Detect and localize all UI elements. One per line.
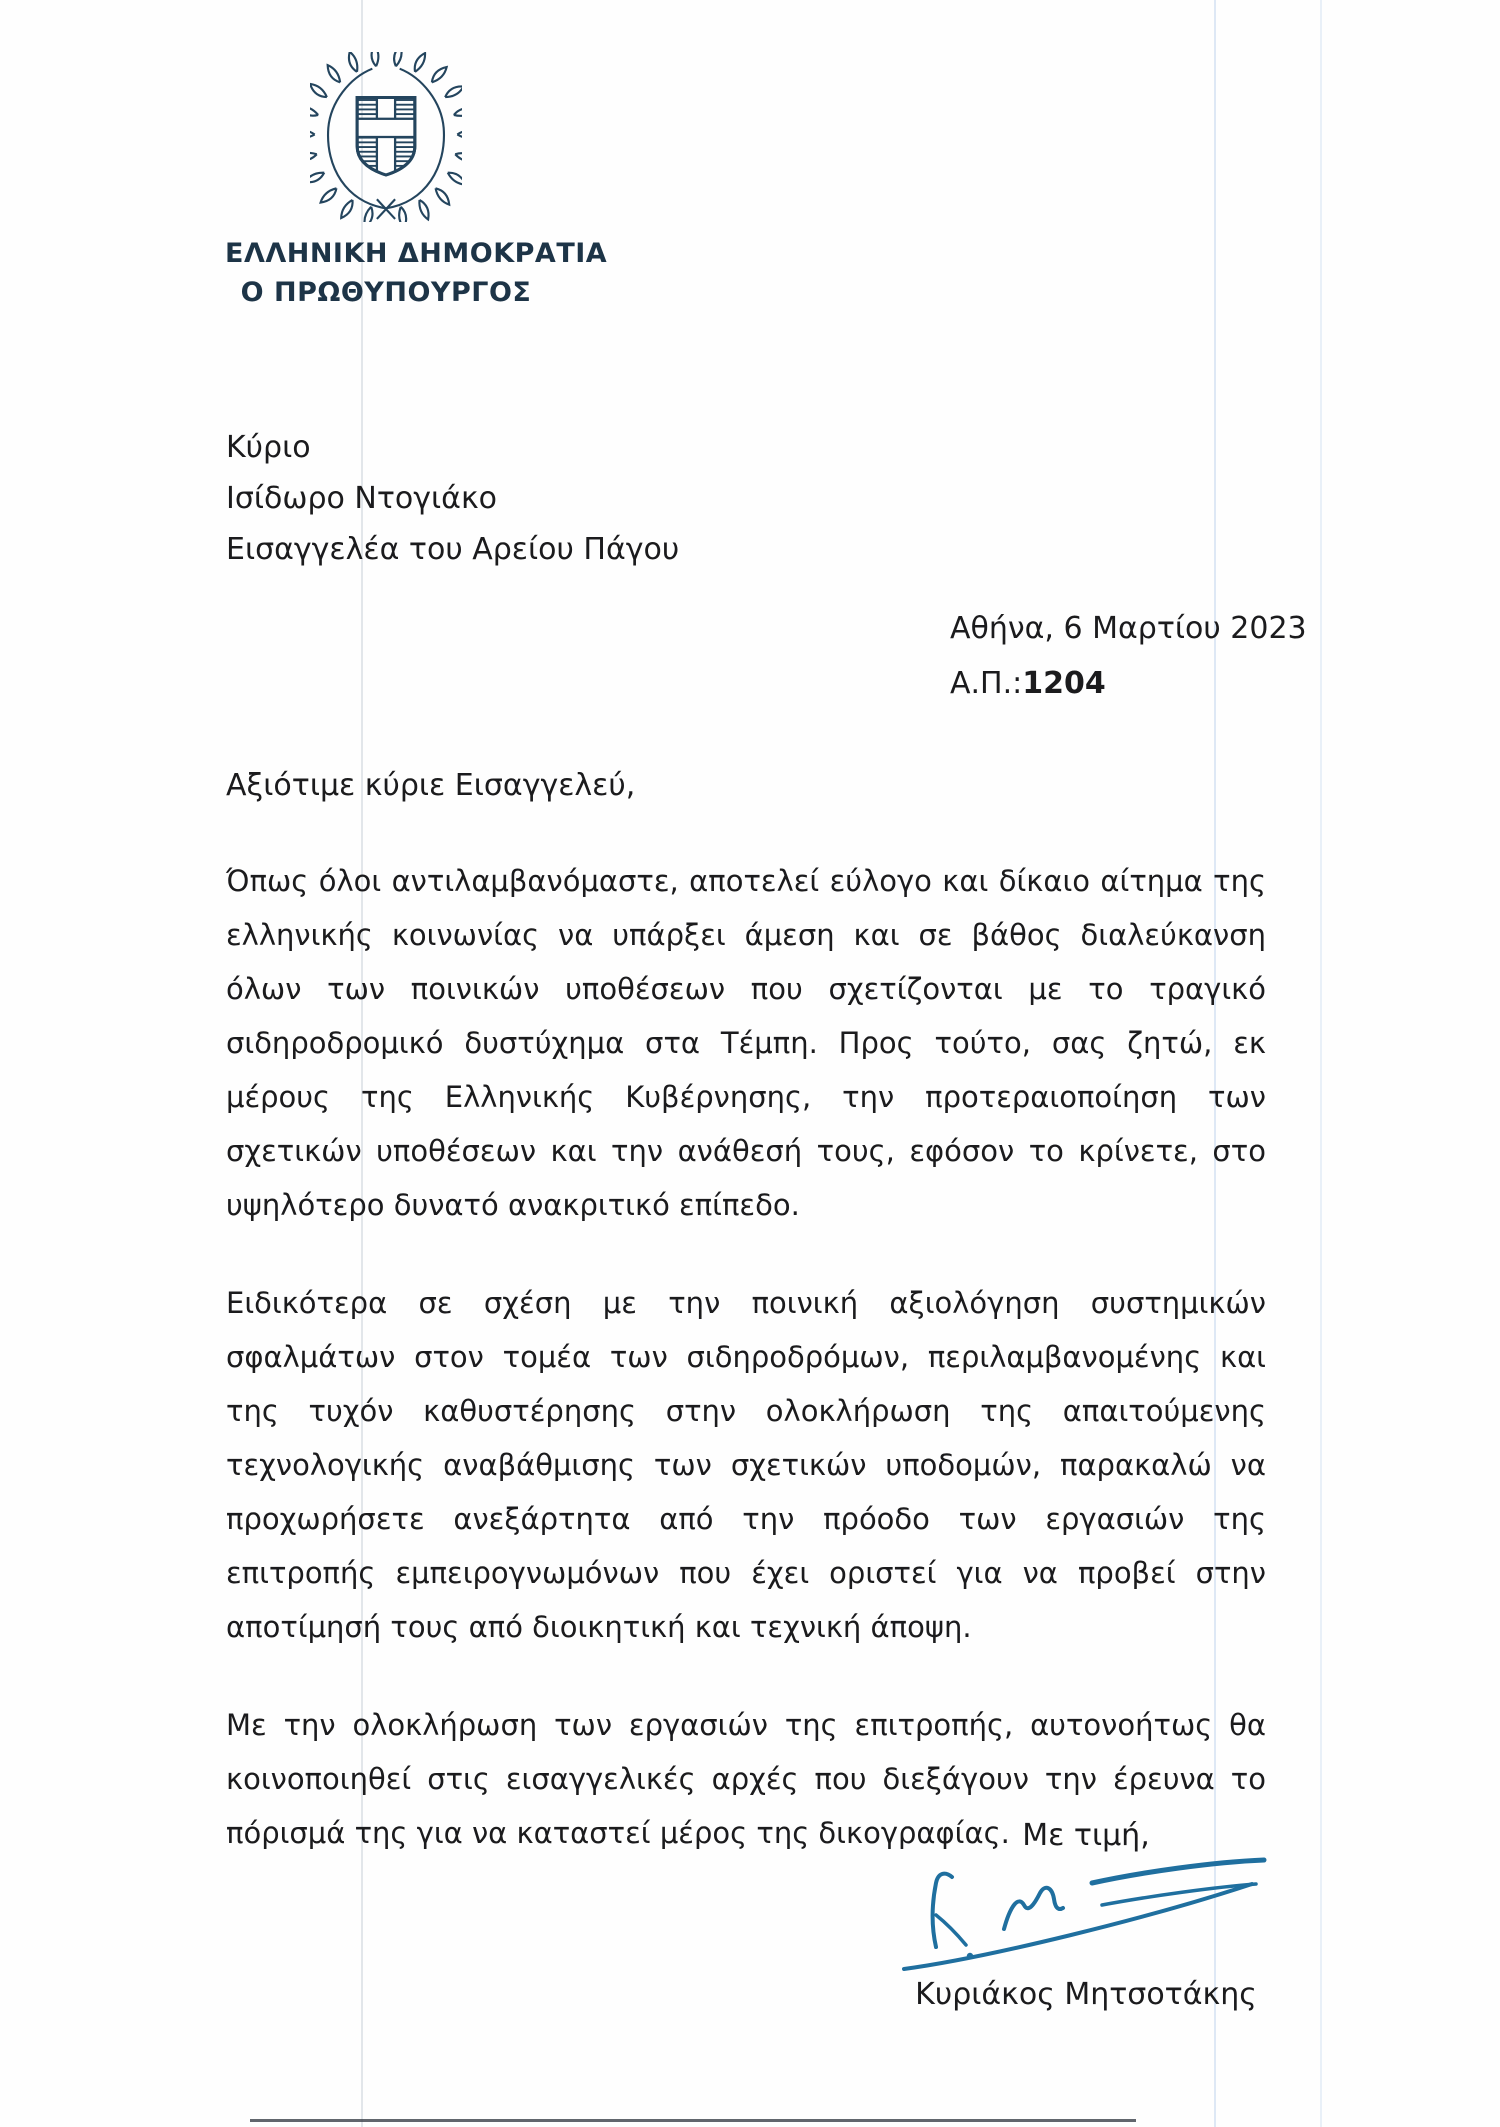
signature-image bbox=[896, 1857, 1276, 1975]
org-name: ΕΛΛΗΝΙΚΗ ΔΗΜΟΚΡΑΤΙΑ bbox=[225, 238, 608, 269]
office-title: Ο ΠΡΩΘΥΠΟΥΡΓΟΣ bbox=[240, 277, 532, 308]
letterhead bbox=[225, 52, 608, 308]
signer-name: Κυριάκος Μητσοτάκης bbox=[915, 1977, 1257, 2012]
salutation: Αξιότιμε κύριε Εισαγγελεύ, bbox=[226, 768, 636, 803]
recipient-line: Κύριο bbox=[226, 430, 311, 465]
protocol-label: Α.Π.: bbox=[950, 666, 1023, 701]
scan-artifact-bottom-edge bbox=[250, 2119, 1136, 2122]
scan-artifact-line bbox=[1320, 0, 1322, 2127]
meta-block bbox=[950, 601, 1307, 711]
recipient-line: Εισαγγελέα του Αρείου Πάγου bbox=[226, 532, 680, 567]
dateline: Αθήνα, 6 Μαρτίου 2023 bbox=[950, 611, 1307, 646]
closing-block bbox=[895, 1818, 1277, 2012]
letter-body bbox=[226, 854, 1266, 1860]
body-paragraph: Όπως όλοι αντιλαμβανόμαστε, αποτελεί εύλογο και δίκαιο αίτημα της ελληνικής κοινωνίας να υπάρξει άμεση και σε βάθος διαλεύκανση όλων των ποινικών υποθέσεων που σχετίζονται με το τραγικό σιδηροδρομικό δυστύχημα στα Τέμπη. Προς τούτο, σας ζητώ, εκ μέρους της Ελληνικής Κυβέρνησης, την προτεραιοποίηση των σχετικών υποθέσεων και την ανάθεσή τους, εφόσον το κρίνετε, στο υψηλότερο δυνατό ανακριτικό επίπεδο. bbox=[226, 864, 1266, 1222]
greek-coat-of-arms-icon bbox=[310, 52, 462, 222]
protocol-number-line bbox=[950, 656, 1307, 711]
recipient-line: Ισίδωρο Ντογιάκο bbox=[226, 481, 497, 516]
body-paragraph: Ειδικότερα σε σχέση με την ποινική αξιολόγηση συστημικών σφαλμάτων στον τομέα των σιδηροδρόμων, περιλαμβανομένης και της τυχόν καθυστέρησης στην ολοκλήρωση της απαιτούμενης τεχνολογικής αναβάθμισης των σχετικών υποδομών, παρακαλώ να προχωρήσετε ανεξάρτητα από την πρόοδο των εργασιών της επιτροπής εμπειρογνωμόνων που έχει οριστεί για να προβεί στην αποτίμησή τους από διοικητική και τεχνική άποψη. bbox=[226, 1286, 1266, 1644]
body-paragraph: Με την ολοκλήρωση των εργασιών της επιτροπής, αυτονοήτως θα κοινοποιηθεί στις εισαγγελικές αρχές που διεξάγουν την έρευνα το πόρισμά της για να καταστεί μέρος της δικογραφίας. bbox=[226, 1708, 1266, 1850]
protocol-number: 1204 bbox=[1022, 666, 1106, 701]
closing-phrase: Με τιμή, bbox=[1022, 1818, 1150, 1853]
recipient-block bbox=[226, 422, 679, 575]
